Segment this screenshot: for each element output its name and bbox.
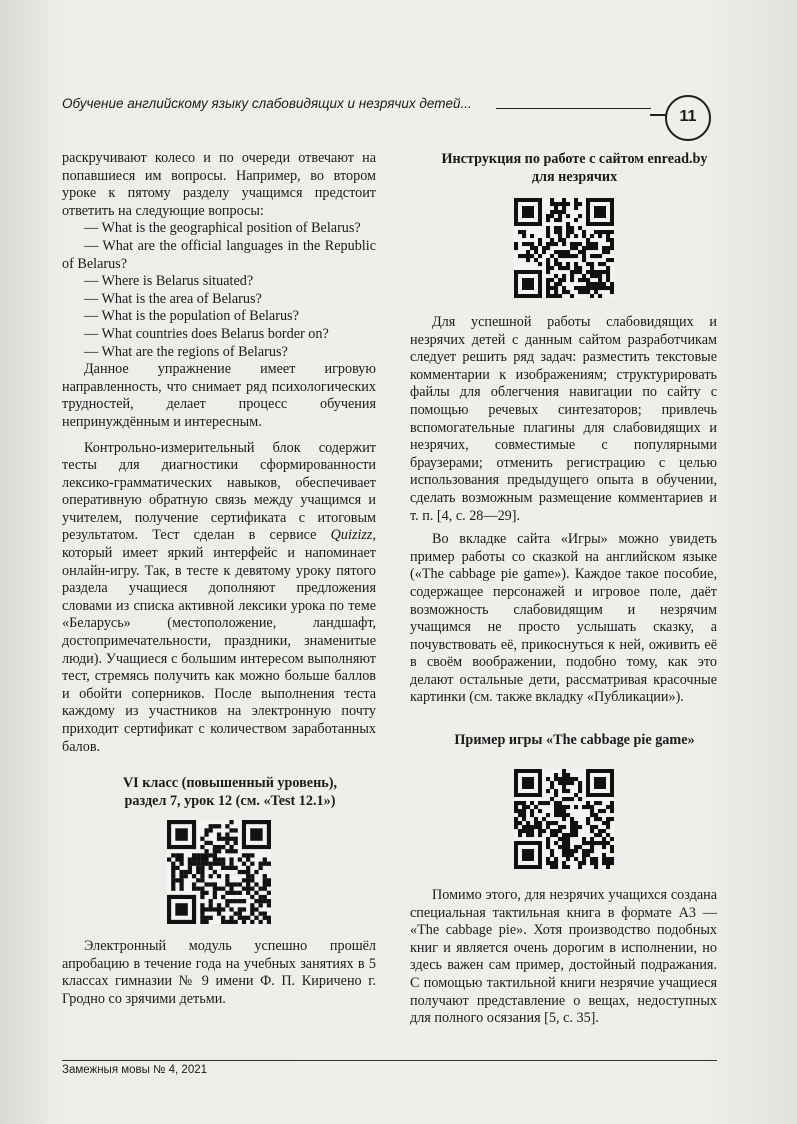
service-name: Quizizz — [330, 527, 373, 544]
section-heading: для незрячих — [531, 169, 618, 185]
question-item: — What is the population of Belarus? — [84, 308, 299, 325]
section-heading: Инструкция по работе с сайтом enread.by — [441, 151, 708, 167]
question-item: — What countries does Belarus border on? — [84, 325, 329, 342]
section-heading: VI класс (повышенный уровень), — [122, 775, 338, 792]
qr-code-enread[interactable] — [514, 198, 614, 298]
paragraph: Во вкладке сайта «Игры» можно увидеть пример работы со сказкой на английском языке («The cabbage pie game»). Каждое такое пособие, содержащее персонажей и игровое поле, даёт возможность слабовидящим и незрячим учащимся не просто услышать сказку, а почувствовать её, прикоснуться к ней, оживить её в своём воображении, подобно тому, как это делают остальные дети, рассматривая красочные картинки (см. также вкладку «Публикации»). — [410, 531, 717, 706]
section-heading: Пример игры «The cabbage pie game» — [454, 732, 695, 749]
footer-rule — [62, 1060, 717, 1061]
page-number: 11 — [665, 95, 711, 141]
paragraph: Помимо этого, для незрячих учащихся создана специальная тактильная книга в формате А3 — «The cabbage pie». Хотя производство подобных книг и является очень дорогим в исполнении, но здесь важен сам пример, достойный подражания. С помощью тактильной книги незрячие учащиеся получают представление о вещах, недоступных для полного осязания [5, с. 35]. — [410, 887, 717, 1027]
question-item: — What are the official languages in the Republic of Belarus? — [62, 237, 376, 272]
paragraph — [62, 440, 376, 757]
running-header: Обучение английскому языку слабовидящих и незрячих детей... — [62, 96, 472, 111]
paragraph: раскручивают колесо и по очереди отвечают на попавшиеся им вопросы. Например, во втором уроке к пятому разделу учащимся предстоит ответить на следующие вопросы: — [62, 150, 376, 219]
question-item: — What are the regions of Belarus? — [84, 343, 288, 360]
paragraph: Электронный модуль успешно прошёл апробацию в течение года на учебных занятиях в 5 классах гимназии № 9 имени Ф. П. Киричено г. Гродно со зрячими детьми. — [62, 938, 376, 1007]
header-rule — [496, 108, 651, 109]
paragraph-text: Контрольно-измерительный блок содержит тесты для диагностики сформированности лексико-грамматических навыков, обеспечивает оперативную обратную связь между учащимся и учителем, получение сертификата с итоговым результатом. Тест сделан в сервисе — [62, 439, 376, 544]
left-column — [62, 150, 376, 1009]
question-item: — Where is Belarus situated? — [84, 273, 254, 290]
section-heading: раздел 7, урок 12 (см. «Test 12.1») — [124, 793, 336, 810]
paragraph: Для успешной работы слабовидящих и незрячих детей с данным сайтом разработчикам следует решить ряд задач: разместить текстовые комментарии к изображениям; структурировать файлы для облегчения навигации по сайту с помощью речевых синтезаторов; привлечь вспомогательные плагины для слабовидящих и незрячих, совместимые с популярными браузерами; отменить регистрацию с целью использования предыдущего опыта в обучении, сделать возможным размещение комментариев и т. п. [4, с. 28—29]. — [410, 314, 717, 524]
journal-footer: Замежныя мовы № 4, 2021 — [62, 1064, 208, 1076]
qr-code-game[interactable] — [514, 769, 614, 869]
right-column — [410, 150, 717, 1028]
question-list — [62, 220, 376, 361]
question-item: — What is the geographical position of Belarus? — [84, 220, 361, 237]
paragraph-text: , который имеет яркий интерфейс и напоминает онлайн-игру. Так, в тесте к девятому уроку пятого раздела учащиеся дополняют предложения словами из списка активной лексики урока по теме «Беларусь» (местоположение, ландшафт, достопримечательности, праздники, знаменитые люди). Учащиеся с большим интересом выполняют тест, стремясь получить как можно больше баллов и обойти соперников. После выполнения теста каждому из участников на электронную почту приходит сертификат с количеством заработанных балов. — [62, 527, 376, 755]
question-item: — What is the area of Belarus? — [84, 290, 262, 307]
qr-code-test[interactable] — [167, 820, 271, 924]
paragraph: Данное упражнение имеет игровую направленность, что снимает ряд психологических трудностей, делает процесс обучения непринуждённым и интересным. — [62, 361, 376, 430]
